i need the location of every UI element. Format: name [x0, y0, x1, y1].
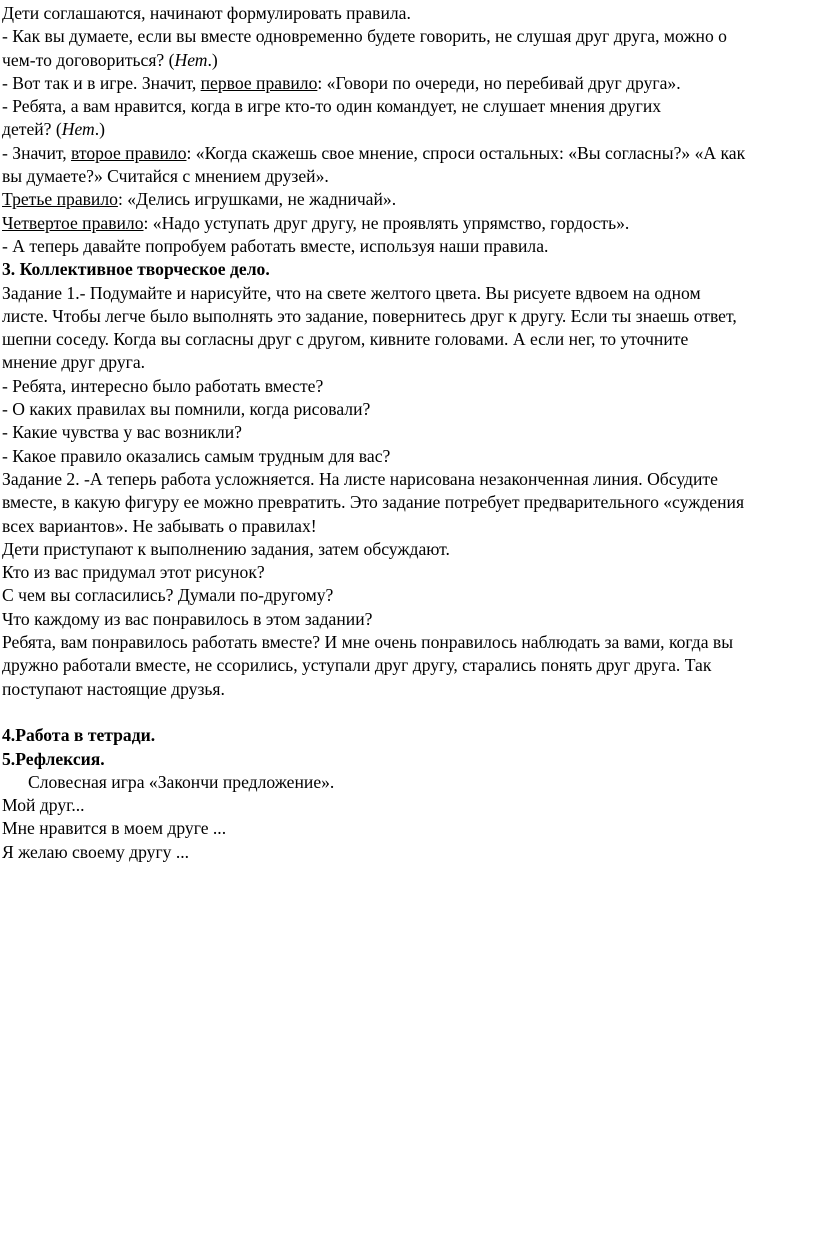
- rule-title-second: второе правило: [71, 142, 187, 163]
- text-line: Дети приступают к выполнению задания, затем обсуждают.: [2, 538, 450, 559]
- text-line: - Ребята, интересно было работать вместе?: [2, 375, 324, 396]
- text-line: Кто из вас придумал этот рисунок?: [2, 562, 265, 583]
- text-span: : «Надо уступать друг другу, не проявлять упрямство, гордость».: [143, 212, 630, 233]
- text-span: .): [94, 119, 106, 140]
- text-line: [2, 49, 816, 72]
- text-line: С чем вы согласились? Думали по-другому?: [2, 585, 334, 606]
- text-span: : «Говори по очереди, но перебивай друг друга».: [317, 72, 681, 93]
- text-line: Мой друг...: [2, 795, 85, 816]
- text-line: Задание 1.- Подумайте и нарисуйте, что на свете желтого цвета. Вы рисуете вдвоем на одном: [2, 282, 701, 303]
- text-line: Что каждому из вас понравилось в этом задании?: [2, 608, 373, 629]
- text-line: Я желаю своему другу ...: [2, 841, 190, 862]
- text-span: : «Делись игрушками, не жадничай».: [117, 189, 397, 210]
- text-line: шепни соседу. Когда вы согласны друг с другом, кивните головами. А если нег, то уточните: [2, 329, 689, 350]
- text-line: [2, 212, 816, 235]
- text-line: - А теперь давайте попробуем работать вместе, используя наши правила.: [2, 235, 549, 256]
- text-span: - Значит,: [2, 142, 72, 163]
- blank-line: [2, 701, 816, 724]
- text-line: вы думаете?» Считайся с мнением друзей».: [2, 166, 329, 187]
- text-line: [2, 142, 816, 165]
- text-line: дружно работали вместе, не ссорились, уступали друг другу, старались понять друг друга. Так: [2, 655, 712, 676]
- text-span: чем-то договориться? (: [2, 49, 175, 70]
- text-line: всех вариантов». Не забывать о правилах!: [2, 515, 317, 536]
- italic-answer: Нет: [174, 49, 208, 70]
- text-line: Мне нравится в моем друге ...: [2, 818, 227, 839]
- section-heading: 4.Работа в тетради.: [2, 725, 156, 746]
- section-heading: 5.Рефлексия.: [2, 748, 105, 769]
- text-line: Словесная игра «Закончи предложение».: [28, 771, 335, 792]
- text-span: .): [207, 49, 218, 70]
- text-line: - Какие чувства у вас возникли?: [2, 422, 242, 443]
- section-heading: 3. Коллективное творческое дело.: [2, 259, 270, 280]
- text-line: - Как вы думаете, если вы вместе одновременно будете говорить, не слушая друг друга, можно о: [2, 26, 727, 47]
- text-line: [2, 188, 816, 211]
- text-line: - О каких правилах вы помнили, когда рисовали?: [2, 399, 371, 420]
- text-line: - Ребята, а вам нравится, когда в игре кто-то один командует, не слушает мнения других: [2, 96, 662, 117]
- text-line: мнение друг друга.: [2, 352, 146, 373]
- rule-title-first: первое правило: [200, 72, 318, 93]
- text-line: Задание 2. -А теперь работа усложняется. На листе нарисована незаконченная линия. Обсудите: [2, 468, 718, 489]
- text-span: детей? (: [2, 119, 62, 140]
- rule-title-fourth: Четвертое правило: [2, 212, 144, 233]
- rule-title-third: Третье правило: [2, 189, 118, 210]
- text-line: [2, 118, 816, 141]
- text-line: листе. Чтобы легче было выполнять это задание, повернитесь друг к другу. Если ты знаешь ответ,: [2, 305, 737, 326]
- text-line: Ребята, вам понравилось работать вместе? И мне очень понравилось наблюдать за вами, когда вы: [2, 632, 734, 653]
- text-span: : «Когда скажешь свое мнение, спроси остальных: «Вы согласны?» «А как: [186, 142, 746, 163]
- italic-answer: Нет: [61, 119, 95, 140]
- text-line: вместе, в какую фигуру ее можно превратить. Это задание потребует предварительного «суждения: [2, 492, 745, 513]
- text-line: Дети соглашаются, начинают формулировать правила.: [2, 3, 411, 23]
- text-line: поступают настоящие друзья.: [2, 678, 225, 699]
- text-line: - Какое правило оказались самым трудным для вас?: [2, 445, 391, 466]
- text-line: [2, 72, 816, 95]
- text-span: - Вот так и в игре. Значит,: [2, 72, 201, 93]
